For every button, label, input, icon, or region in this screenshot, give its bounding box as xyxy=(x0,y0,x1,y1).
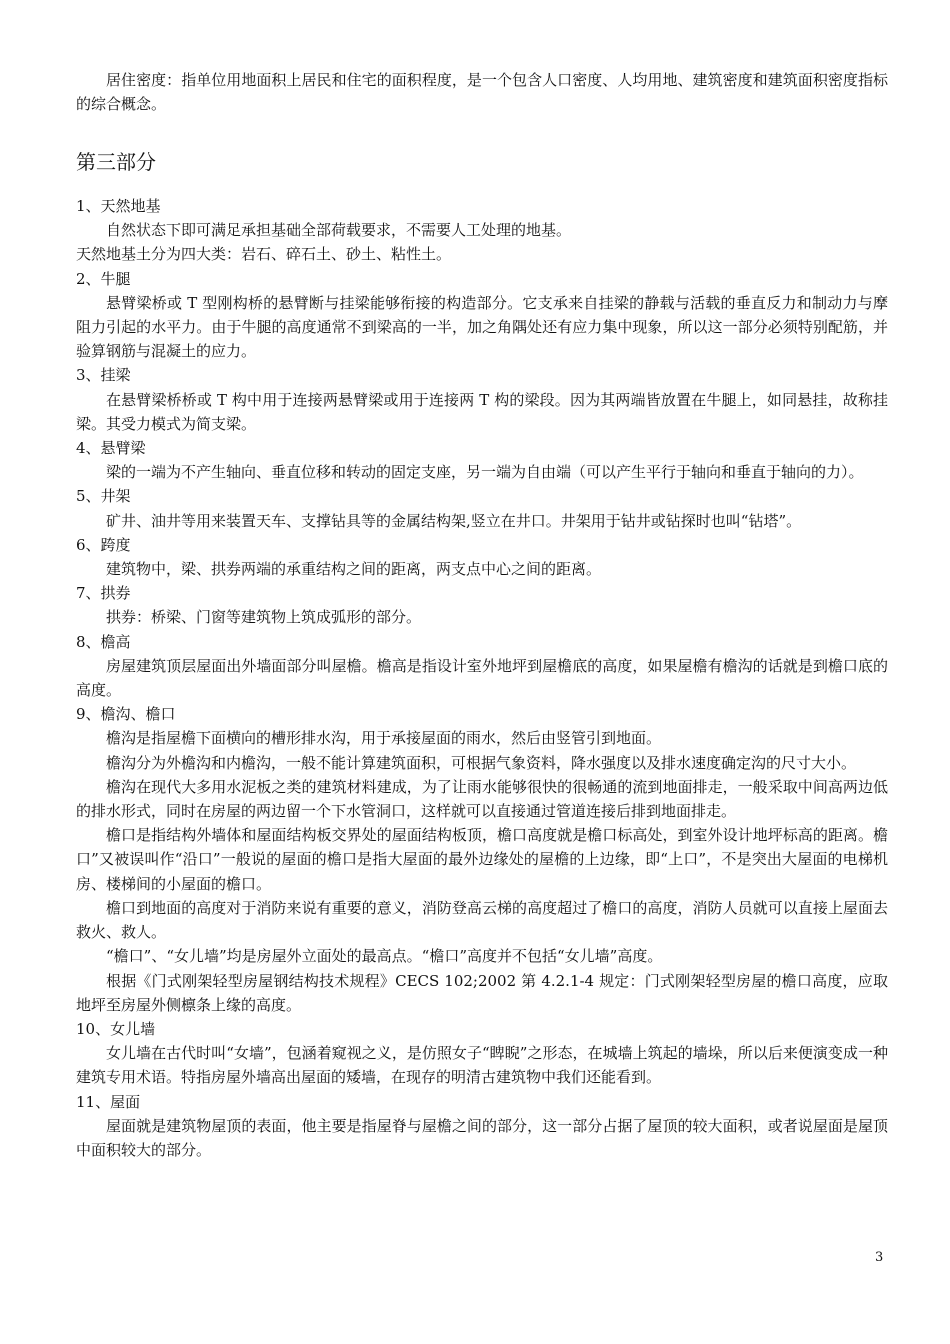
term-definition: 矿井、油井等用来装置天车、支撑钻具等的金属结构架,竖立在井口。井架用于钻井或钻探时也叫“钻塔”。 xyxy=(106,511,802,530)
term-definition: 女儿墙在古代时叫“女墙”，包涵着窥视之义，是仿照女子“睥睨”之形态，在城墙上筑起的墙垛，所以后来便演变成一种建筑专用术语。特指房屋外墙高出屋面的矮墙，在现存的明清古建筑物中我们还能看到。 xyxy=(76,1044,888,1087)
term-definition: 檐口到地面的高度对于消防来说有重要的意义，消防登高云梯的高度超过了檐口的高度，消防人员就可以直接上屋面去救火、救人。 xyxy=(76,898,888,942)
term-definition: 房屋建筑顶层屋面出外墙面部分叫屋檐。檐高是指设计室外地坪到屋檐底的高度，如果屋檐有檐沟的话就是到檐口底的高度。 xyxy=(76,656,888,700)
term-heading: 7、拱券 xyxy=(76,584,131,603)
page-number: 3 xyxy=(875,1250,884,1265)
term-heading: 11、屋面 xyxy=(76,1092,141,1111)
term-note: 天然地基土分为四大类：岩石、碎石土、砂土、粘性土。 xyxy=(76,245,452,264)
term-heading: 6、跨度 xyxy=(76,535,131,554)
term-definition: 建筑物中，梁、拱券两端的承重结构之间的距离，两支点中心之间的距离。 xyxy=(106,560,602,579)
term-heading: 4、悬臂梁 xyxy=(76,439,146,458)
term-heading: 3、挂梁 xyxy=(76,366,131,385)
term-definition: 自然状态下即可满足承担基础全部荷载要求，不需要人工处理的地基。 xyxy=(106,221,572,240)
term-definition: 在悬臂梁桥桥或 T 构中用于连接两悬臂梁或用于连接两 T 构的梁段。因为其两端皆放置在牛腿上，如同悬挂，故称挂梁。其受力模式为简支梁。 xyxy=(76,390,888,433)
term-definition: 檐沟在现代大多用水泥板之类的建筑材料建成，为了让雨水能够很快的很畅通的流到地面排走，一般采取中间高两边低的排水形式，同时在房屋的两边留一个下水管洞口，这样就可以直接通过管道连接后排到地面排走。 xyxy=(76,777,888,821)
term-heading: 9、檐沟、檐口 xyxy=(76,705,176,724)
term-heading: 2、牛腿 xyxy=(76,269,131,288)
term-definition: 檐沟分为外檐沟和内檐沟，一般不能计算建筑面积，可根据气象资料，降水强度以及排水速度确定沟的尺寸大小。 xyxy=(106,753,857,772)
term-definition: “檐口”、“女儿墙”均是房屋外立面处的最高点。“檐口”高度并不包括“女儿墙”高度。 xyxy=(106,947,663,966)
term-definition: 梁的一端为不产生轴向、垂直位移和转动的固定支座，另一端为自由端（可以产生平行于轴向和垂直于轴向的力）。 xyxy=(106,463,864,482)
term-definition: 屋面就是建筑物屋顶的表面，他主要是指屋脊与屋檐之间的部分，这一部分占据了屋顶的较大面积，或者说屋面是屋顶中面积较大的部分。 xyxy=(76,1116,888,1159)
term-definition: 根据《门式刚架轻型房屋钢结构技术规程》CECS 102;2002 第 4.2.1-4 规定：门式刚架轻型房屋的檐口高度，应取地坪至房屋外侧檩条上缘的高度。 xyxy=(76,971,888,1014)
term-definition: 拱券：桥梁、门窗等建筑物上筑成弧形的部分。 xyxy=(106,608,422,627)
term-heading: 5、井架 xyxy=(76,487,131,506)
intro-paragraph: 居住密度：指单位用地面积上居民和住宅的面积程度，是一个包含人口密度、人均用地、建筑密度和建筑面积密度指标的综合概念。 xyxy=(76,71,888,114)
term-definition: 悬臂梁桥或 T 型刚构桥的悬臂断与挂梁能够衔接的构造部分。它支承来自挂梁的静载与活载的垂直反力和制动力与摩阻力引起的水平力。由于牛腿的高度通常不到梁高的一半，加之角隅处还有应力集中现象，所以这一部分必须特别配筋，并验算钢筋与混凝土的应力。 xyxy=(76,293,888,361)
term-heading: 8、檐高 xyxy=(76,632,131,651)
glossary-body xyxy=(76,194,888,1162)
term-definition: 檐沟是指屋檐下面横向的槽形排水沟，用于承接屋面的雨水，然后由竖管引到地面。 xyxy=(106,729,662,748)
section-title: 第三部分 xyxy=(76,150,156,174)
term-heading: 10、女儿墙 xyxy=(76,1019,156,1038)
term-heading: 1、天然地基 xyxy=(76,197,161,215)
term-definition: 檐口是指结构外墙体和屋面结构板交界处的屋面结构板顶，檐口高度就是檐口标高处，到室外设计地坪标高的距离。檐口”又被误叫作“沿口”一般说的屋面的檐口是指大屋面的最外边缘处的屋檐的上边缘，即“上口”，不是突出大屋面的电梯机房、楼梯间的小屋面的檐口。 xyxy=(76,826,888,893)
